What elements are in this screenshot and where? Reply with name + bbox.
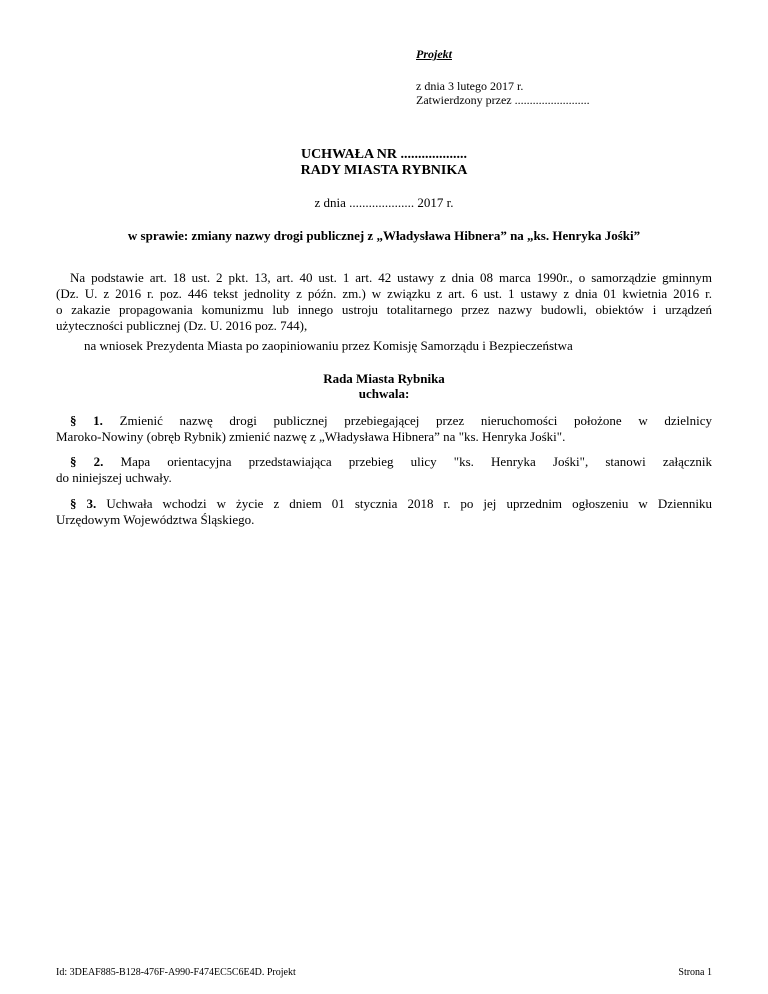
section-2 <box>56 454 712 486</box>
section-1-mark: § 1. <box>70 413 103 428</box>
section-3-mark: § 3. <box>70 496 97 511</box>
resolution-subject: w sprawie: zmiany nazwy drogi publicznej z „Władysława Hibnera” na „ks. Henryka Jośki” <box>127 228 641 243</box>
draft-date: z dnia 3 lutego 2017 r. <box>416 79 524 93</box>
council-resolves-heading: Rada Miasta Rybnika <box>323 371 445 386</box>
section-3-line-2: Urzędowym Województwa Śląskiego. <box>56 512 255 527</box>
section-3-line-1 <box>56 496 712 512</box>
motion-text: na wniosek Prezydenta Miasta po zaopiniowaniu przez Komisję Samorządu i Bezpieczeństwa <box>84 338 573 353</box>
legal-basis-line: (Dz. U. z 2016 r. poz. 446 tekst jednolity z późn. zm.) w związku z art. 6 ust. 1 ustawy z dnia 01 kwietnia 2016 r. <box>56 286 712 301</box>
section-2-mark: § 2. <box>70 454 104 469</box>
section-3 <box>56 496 712 528</box>
section-2-line-2: do niniejszej uchwały. <box>56 470 172 485</box>
approved-by: Zatwierdzony przez ......................... <box>416 93 590 107</box>
legal-basis-paragraph <box>56 270 712 334</box>
legal-basis-line: Na podstawie art. 18 ust. 2 pkt. 13, art. 40 ust. 1 art. 42 ustawy z dnia 08 marca 1990r., o samorządzie gminnym <box>70 270 712 285</box>
section-1-line-2: Maroko-Nowiny (obręb Rybnik) zmienić nazwę z „Władysława Hibnera” na "ks. Henryka Jośki". <box>56 429 566 444</box>
section-1 <box>56 413 712 445</box>
section-3-text: Uchwała wchodzi w życie z dniem 01 stycznia 2018 r. po jej uprzednim ogłoszeniu w Dzienniku <box>96 496 712 511</box>
footer-page-number: Strona 1 <box>678 967 712 978</box>
section-2-text: Mapa orientacyjna przedstawiająca przebieg ulicy "ks. Henryka Jośki", stanowi załącznik <box>103 454 713 469</box>
projekt-label: Projekt <box>416 47 452 61</box>
section-1-text: Zmienić nazwę drogi publicznej przebiegającej przez nieruchomości położone w dzielnicy <box>102 413 713 428</box>
legal-basis-line: użyteczności publicznej (Dz. U. 2016 poz. 744), <box>56 318 308 333</box>
section-1-line-1 <box>56 413 712 429</box>
legal-basis-line: o zakazie propagowania komunizmu lub innego ustroju totalitarnego przez nazwy budowli, obiektów i urządzeń <box>56 302 712 317</box>
footer-document-id: Id: 3DEAF885-B128-476F-A990-F474EC5C6E4D. Projekt <box>56 967 296 978</box>
resolution-date: z dnia .................... 2017 r. <box>314 195 454 210</box>
resolves-verb: uchwala: <box>358 386 410 401</box>
council-name: RADY MIASTA RYBNIKA <box>300 163 468 178</box>
section-2-line-1 <box>56 454 712 470</box>
resolution-number: UCHWAŁA NR ................... <box>300 147 468 162</box>
